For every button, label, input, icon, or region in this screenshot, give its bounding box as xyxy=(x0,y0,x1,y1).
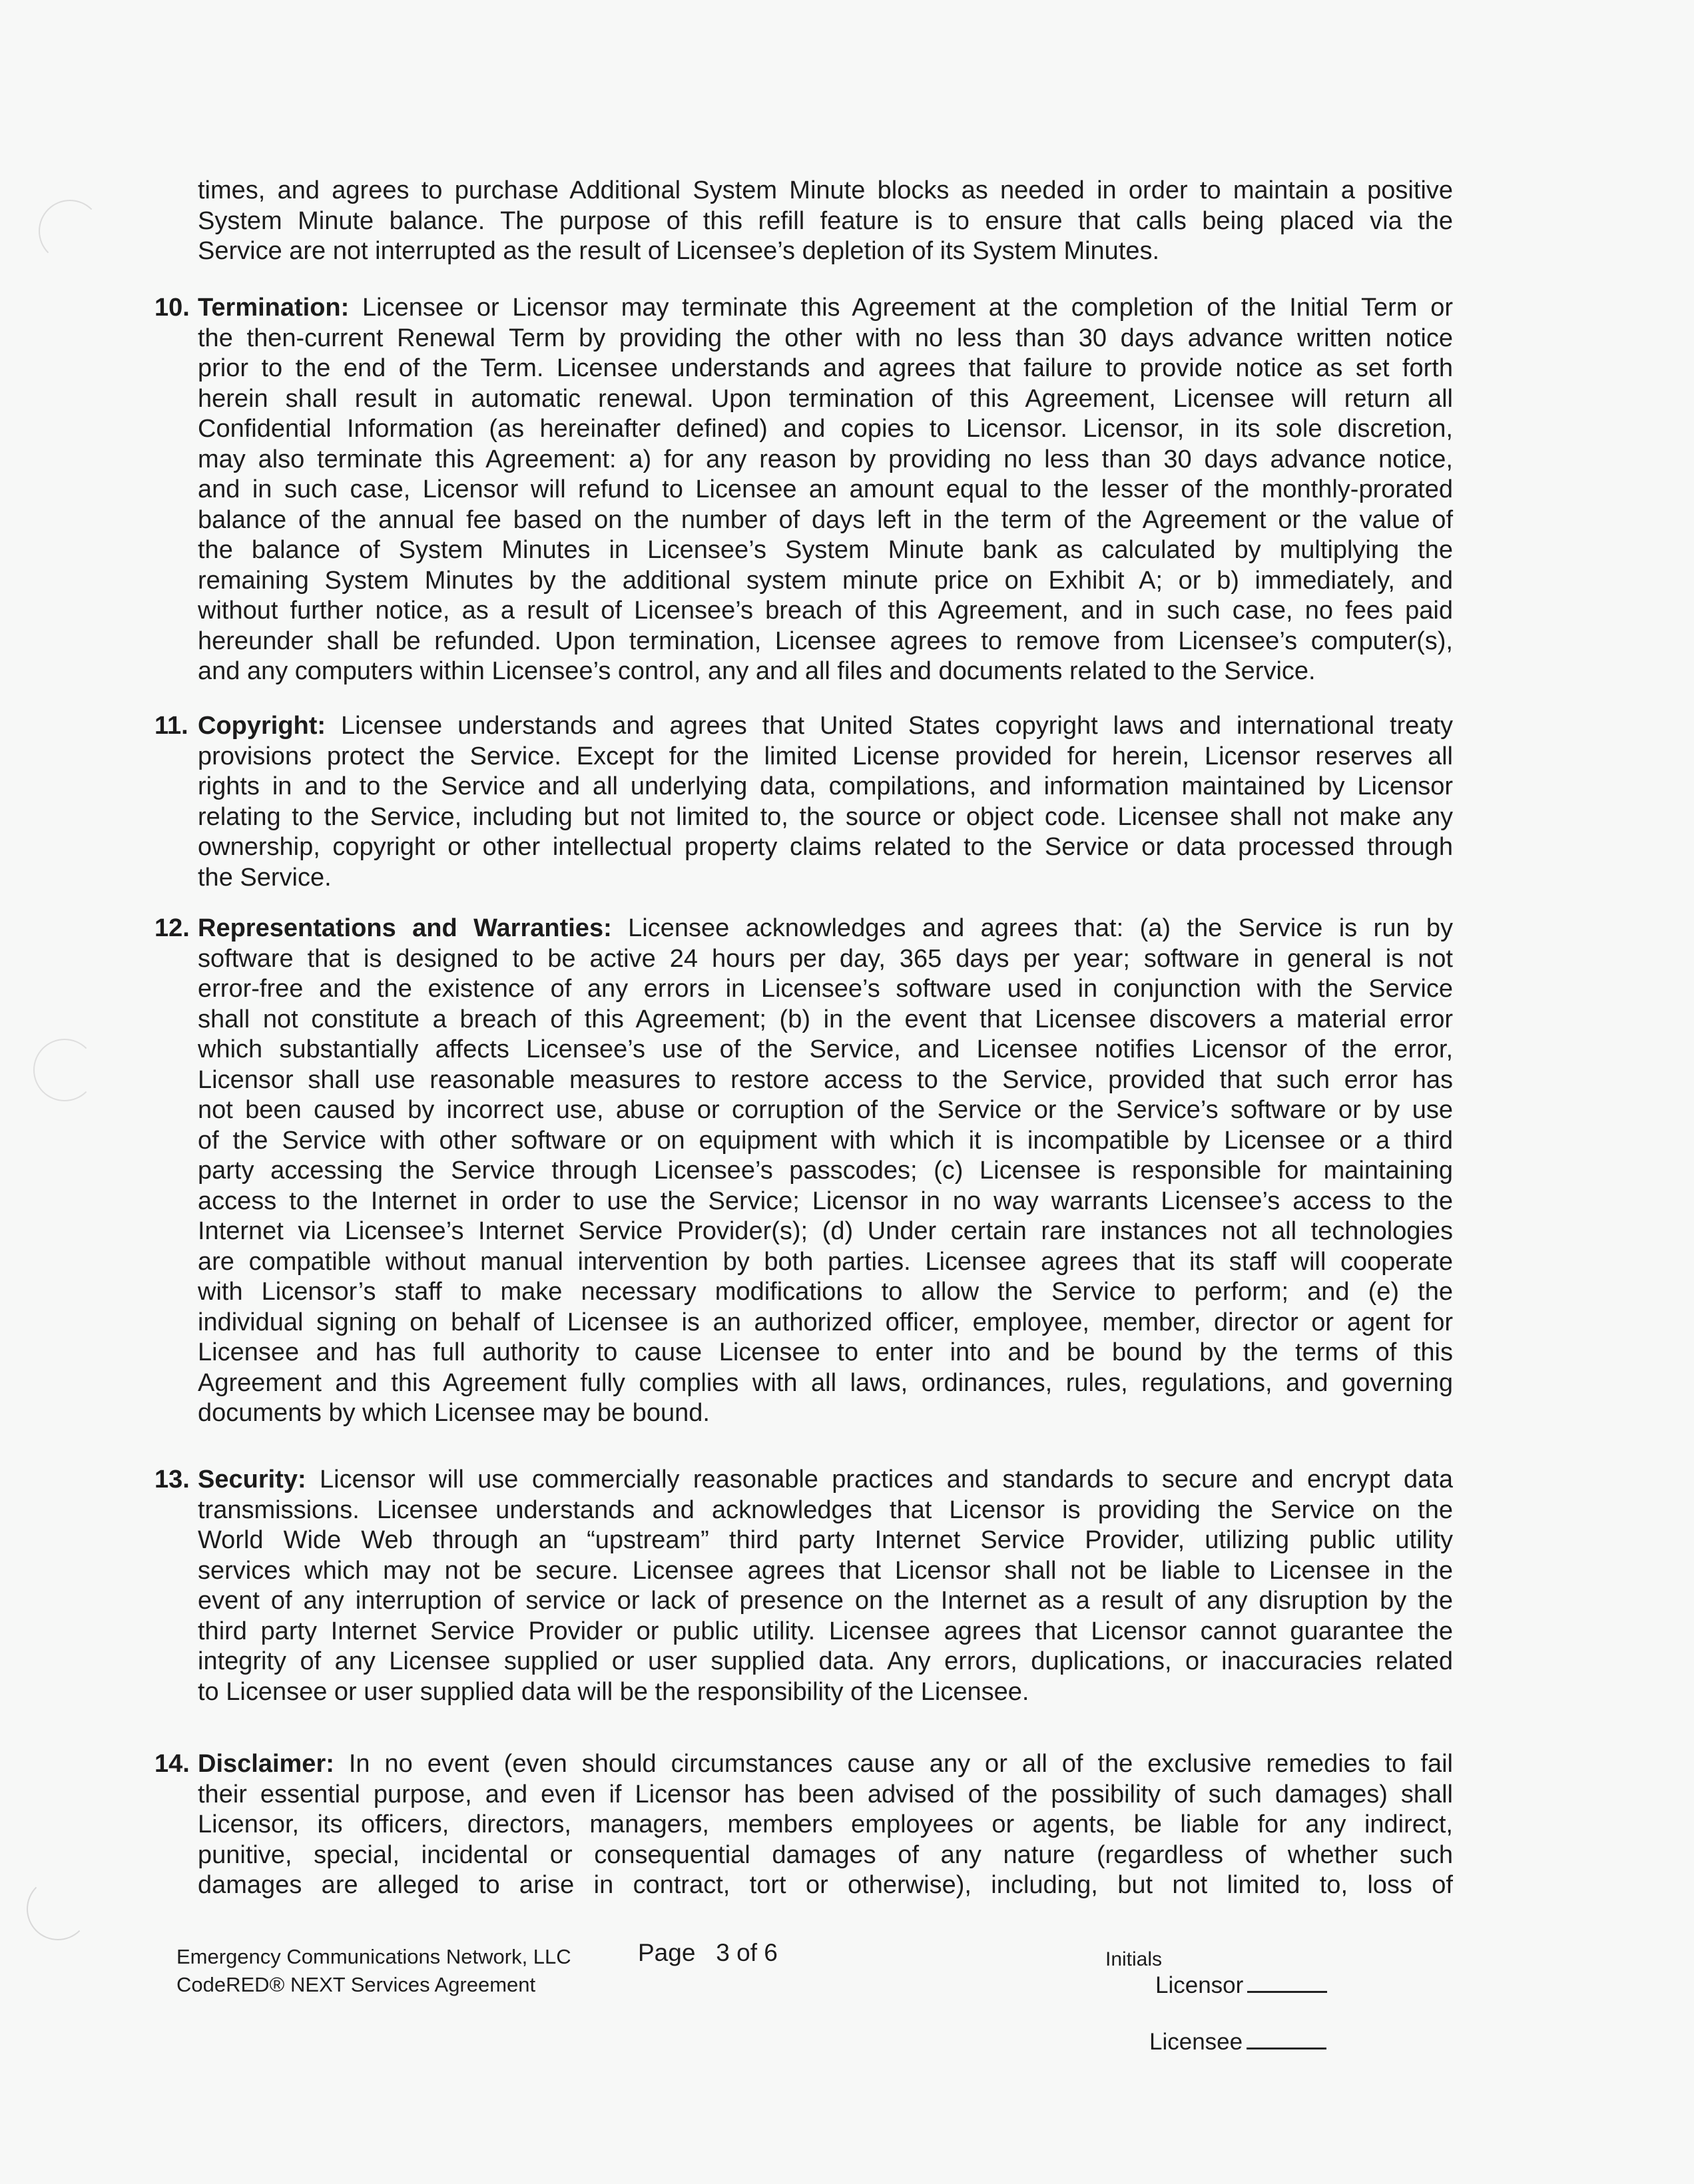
paragraph-line: and in such case, Licensor will refund to Licensee an amount equal to the lesser of the monthly-prorated xyxy=(198,475,1453,503)
punch-hole-top xyxy=(39,200,101,262)
paragraph-line: Licensor, its officers, directors, managers, members employees or agents, be liable for any indirect, xyxy=(198,1810,1453,1838)
paragraph-line: services which may not be secure. Licensee agrees that Licensor shall not be liable to Licensee in the xyxy=(198,1556,1453,1585)
paragraph-line: the Service. xyxy=(198,863,332,892)
paragraph-line: Licensee and has full authority to cause Licensee to enter into and be bound by the terms of this xyxy=(198,1338,1453,1366)
paragraph-line: access to the Internet in order to use the Service; Licensor in no way warrants Licensee’s access to the xyxy=(198,1187,1453,1215)
paragraph-line: damages are alleged to arise in contract, tort or otherwise), including, but not limited to, loss of xyxy=(198,1871,1453,1899)
section-text: In no event (even should circumstances cause any or all of the exclusive remedies to fail xyxy=(348,1750,1453,1778)
paragraph-line: Internet via Licensee’s Internet Service Provider(s); (d) Under certain rare instances not all technologies xyxy=(198,1217,1453,1245)
paragraph-line: shall not constitute a breach of this Agreement; (b) in the event that Licensee discovers a material error xyxy=(198,1005,1453,1033)
paragraph-line: transmissions. Licensee understands and acknowledges that Licensor is providing the Service on the xyxy=(198,1496,1453,1524)
section-text: Licensee acknowledges and agrees that: (a) the Service is run by xyxy=(628,914,1453,942)
paragraph-line: hereunder shall be refunded. Upon termination, Licensee agrees to remove from Licensee’s computer(s), xyxy=(198,627,1453,655)
section-12 xyxy=(154,914,1453,1429)
paragraph-line: relating to the Service, including but not limited to, the source or object code. Licensee shall not make any xyxy=(198,802,1453,831)
footer-left xyxy=(176,1943,571,1999)
section-10 xyxy=(154,293,1453,687)
section-first-line xyxy=(198,293,1453,324)
footer-company: Emergency Communications Network, LLC xyxy=(176,1945,571,1968)
licensee-label: Licensee xyxy=(1149,2029,1243,2055)
section-first-line xyxy=(198,1465,1453,1496)
footer-agreement-title: CodeRED® NEXT Services Agreement xyxy=(176,1973,536,1996)
paragraph-line: integrity of any Licensee supplied or user supplied data. Any errors, duplications, or inaccuracies related xyxy=(198,1647,1453,1675)
intro-paragraph xyxy=(154,176,1453,267)
punch-hole-bottom xyxy=(27,1878,89,1940)
page-number xyxy=(638,1939,778,1967)
licensor-label: Licensor xyxy=(1155,1972,1244,1998)
paragraph-line: System Minute balance. The purpose of this refill feature is to ensure that calls being placed via the xyxy=(198,206,1453,235)
paragraph-line: individual signing on behalf of Licensee is an authorized officer, employee, member, director or agent for xyxy=(198,1308,1453,1336)
paragraph-line: World Wide Web through an “upstream” third party Internet Service Provider, utilizing public utility xyxy=(198,1526,1453,1554)
section-13 xyxy=(154,1465,1453,1707)
section-number: 14. xyxy=(154,1750,190,1778)
section-title: Copyright: xyxy=(198,712,326,740)
section-text: Licensee understands and agrees that United States copyright laws and international treaty xyxy=(341,712,1453,740)
paragraph-line: their essential purpose, and even if Licensor has been advised of the possibility of such damages) shall xyxy=(198,1780,1453,1808)
paragraph-line: herein shall result in automatic renewal. Upon termination of this Agreement, Licensee will return all xyxy=(198,384,1453,413)
paragraph-line: remaining System Minutes by the additional system minute price on Exhibit A; or b) immediately, and xyxy=(198,566,1453,595)
paragraph-line: which substantially affects Licensee’s use of the Service, and Licensee notifies Licensor of the error, xyxy=(198,1035,1453,1063)
paragraph-line: Confidential Information (as hereinafter defined) and copies to Licensor. Licensor, in its sole discretion, xyxy=(198,415,1453,443)
licensor-initials-field[interactable] xyxy=(1155,1972,1327,1999)
initials-label: Initials xyxy=(1105,1948,1163,1970)
punch-hole-middle xyxy=(33,1039,96,1101)
paragraph-line: Service are not interrupted as the result of Licensee’s depletion of its System Minutes. xyxy=(198,237,1160,265)
paragraph-line: of the Service with other software or on equipment with which it is incompatible by Licensee or a third xyxy=(198,1126,1453,1155)
paragraph-line: the balance of System Minutes in Licensee’s System Minute bank as calculated by multiplying the xyxy=(198,536,1453,564)
page-value: 3 of 6 xyxy=(716,1939,778,1966)
paragraph-line: and any computers within Licensee’s control, any and all files and documents related to the Service. xyxy=(198,657,1316,685)
paragraph-line: event of any interruption of service or lack of presence on the Internet as a result of any disruption by the xyxy=(198,1587,1453,1615)
section-text: Licensee or Licensor may terminate this Agreement at the completion of the Initial Term or xyxy=(362,294,1453,322)
paragraph-line: provisions protect the Service. Except for the limited License provided for herein, Licensor reserves all xyxy=(198,742,1453,770)
paragraph-line: ownership, copyright or other intellectual property claims related to the Service or data processed through xyxy=(198,833,1453,861)
paragraph-line: third party Internet Service Provider or public utility. Licensee agrees that Licensor cannot guarantee the xyxy=(198,1617,1453,1645)
paragraph-line: documents by which Licensee may be bound. xyxy=(198,1399,710,1427)
section-title: Termination: xyxy=(198,294,350,322)
section-title: Security: xyxy=(198,1466,306,1494)
paragraph-line: prior to the end of the Term. Licensee understands and agrees that failure to provide notice as set forth xyxy=(198,354,1453,382)
licensor-initials-line[interactable] xyxy=(1247,1991,1327,1993)
paragraph-line: party accessing the Service through Licensee’s passcodes; (c) Licensee is responsible for maintaining xyxy=(198,1157,1453,1185)
paragraph-line: rights in and to the Service and all underlying data, compilations, and information maintained by Licensor xyxy=(198,772,1453,800)
section-title: Representations and Warranties: xyxy=(198,914,612,942)
paragraph-line: Licensor shall use reasonable measures to restore access to the Service, provided that such error has xyxy=(198,1065,1453,1094)
section-14 xyxy=(154,1749,1453,1901)
section-number: 12. xyxy=(154,914,190,942)
paragraph-line: times, and agrees to purchase Additional System Minute blocks as needed in order to maintain a positive xyxy=(198,176,1453,204)
section-first-line xyxy=(198,914,1453,944)
paragraph-line: to Licensee or user supplied data will be the responsibility of the Licensee. xyxy=(198,1677,1029,1706)
section-first-line xyxy=(198,1749,1453,1780)
paragraph-line: Agreement and this Agreement fully complies with all laws, ordinances, rules, regulations, and governing xyxy=(198,1368,1453,1397)
paragraph-line: without further notice, as a result of Licensee’s breach of this Agreement, and in such case, no fees paid xyxy=(198,597,1453,625)
paragraph-line: with Licensor’s staff to make necessary modifications to allow the Service to perform; and (e) the xyxy=(198,1278,1453,1306)
section-first-line xyxy=(198,711,1453,742)
section-number: 11. xyxy=(154,712,188,740)
paragraph-line: balance of the annual fee based on the number of days left in the term of the Agreement or the value of xyxy=(198,505,1453,534)
section-title: Disclaimer: xyxy=(198,1750,334,1778)
paragraph-line: may also terminate this Agreement: a) for any reason by providing no less than 30 days advance notice, xyxy=(198,445,1453,473)
licensee-initials-field[interactable] xyxy=(1149,2029,1326,2055)
page-label: Page xyxy=(638,1939,696,1966)
section-text: Licensor will use commercially reasonable practices and standards to secure and encrypt data xyxy=(320,1466,1453,1494)
paragraph-line: software that is designed to be active 24 hours per day, 365 days per year; software in general is not xyxy=(198,944,1453,973)
section-number: 10. xyxy=(154,294,190,322)
paragraph-line: are compatible without manual intervention by both parties. Licensee agrees that its staff will cooperate xyxy=(198,1247,1453,1276)
licensee-initials-line[interactable] xyxy=(1247,2048,1326,2049)
section-number: 13. xyxy=(154,1466,190,1494)
paragraph-line: the then-current Renewal Term by providing the other with no less than 30 days advance written notice xyxy=(198,324,1453,352)
section-11 xyxy=(154,711,1453,893)
paragraph-line: not been caused by incorrect use, abuse or corruption of the Service or the Service’s software or by use xyxy=(198,1096,1453,1124)
paragraph-line: punitive, special, incidental or consequential damages of any nature (regardless of whether such xyxy=(198,1840,1453,1869)
paragraph-line: error-free and the existence of any errors in Licensee’s software used in conjunction with the Service xyxy=(198,975,1453,1003)
